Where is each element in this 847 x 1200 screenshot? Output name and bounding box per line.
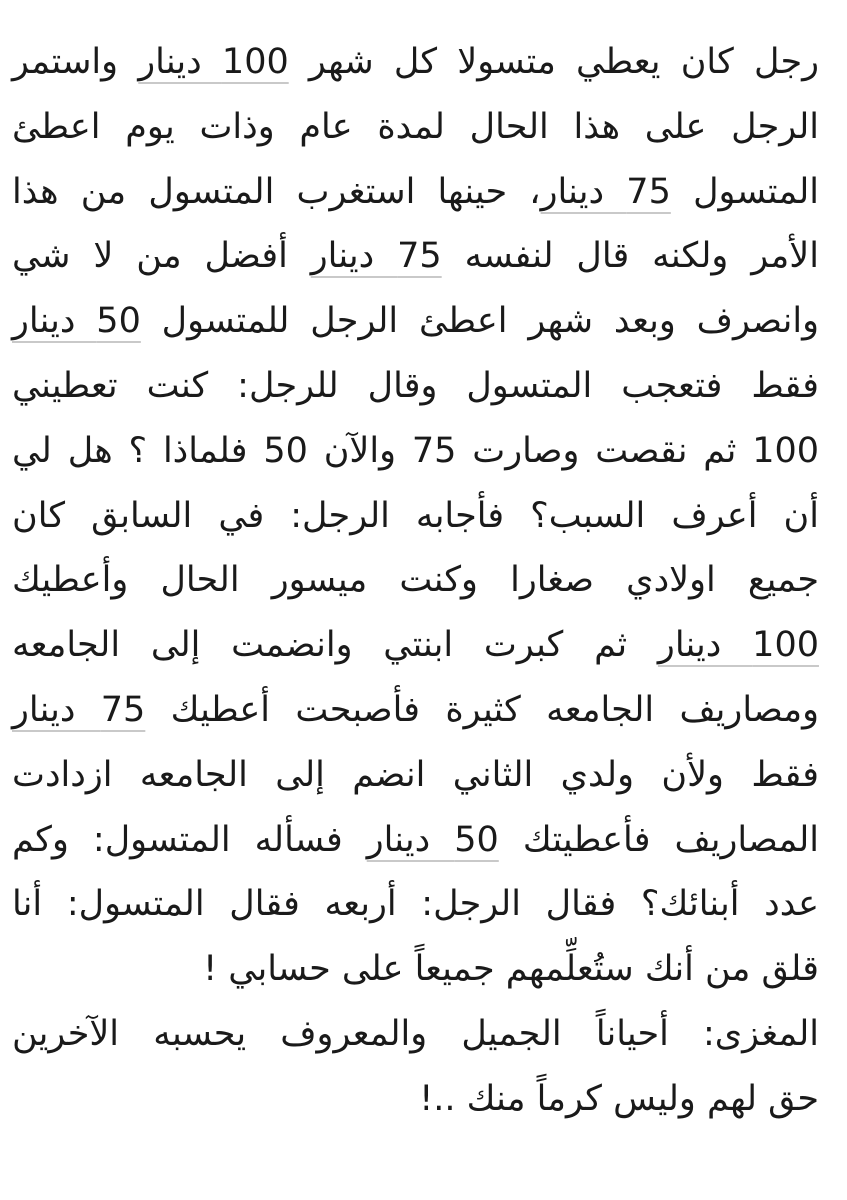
text-segment: فقط ولأن ولدي الثاني انضم إلى الجامعه ازدادت (12, 754, 819, 795)
text-line (0, 484, 847, 549)
text-segment: ثم كبرت ابنتي وانضمت إلى الجامعه (12, 625, 658, 666)
amount-link[interactable]: 100 دينار (138, 42, 289, 82)
text-segment: جميع اولادي صغارا وكنت ميسور الحال وأعطيك (12, 560, 819, 601)
text-segment: فسأله المتسول: وكم (12, 819, 367, 860)
text-line (0, 354, 847, 419)
text-line (0, 1067, 847, 1132)
text-segment: حق لهم وليس كرماً منك ..! (419, 1078, 819, 1119)
amount-link[interactable]: 100 دينار (657, 625, 819, 666)
text-segment: أفضل من لا شي (12, 236, 311, 277)
amount-link[interactable]: 75 دينار (12, 689, 146, 730)
text-segment: الأمر ولكنه قال لنفسه (441, 236, 819, 277)
text-line (0, 743, 847, 808)
text-segment: الرجل على هذا الحال لمدة عام وذات يوم اعطئ (12, 106, 819, 147)
text-segment: عدد أبنائك؟ فقال الرجل: أربعه فقال المتسول: أنا (12, 884, 819, 925)
text-line (0, 224, 847, 289)
text-line (0, 30, 847, 95)
text-line (0, 289, 847, 354)
text-segment: المصاريف فأعطيتك (498, 819, 819, 860)
text-line (0, 937, 847, 1002)
text-line (0, 678, 847, 743)
amount-link[interactable]: 50 دينار (12, 301, 141, 342)
text-line (0, 419, 847, 484)
text-line (0, 808, 847, 873)
text-segment: قلق من أنك ستُعلِّمهم جميعاً على حسابي ! (203, 949, 819, 990)
text-line (0, 872, 847, 937)
amount-link[interactable]: 75 دينار (310, 236, 442, 277)
amount-link[interactable]: 50 دينار (366, 819, 499, 860)
text-segment: ، حينها استغرب المتسول من هذا (12, 171, 541, 212)
text-segment: المغزى: أحياناً الجميل والمعروف يحسبه الآخرين (12, 1013, 819, 1054)
text-segment: 100 ثم نقصت وصارت 75 والآن 50 فلماذا ؟ هل لي (12, 430, 820, 471)
amount-link[interactable]: 75 دينار (540, 171, 671, 212)
text-segment: المتسول (670, 171, 819, 212)
text-segment: أن أعرف السبب؟ فأجابه الرجل: في السابق كان (12, 495, 819, 536)
text-line (0, 95, 847, 160)
text-line (0, 548, 847, 613)
text-segment: رجل كان يعطي متسولا كل شهر (288, 42, 819, 82)
text-segment: وانصرف وبعد شهر اعطئ الرجل للمتسول (140, 301, 819, 342)
text-line (0, 160, 847, 225)
text-line (0, 1002, 847, 1067)
story-text (0, 30, 847, 1132)
text-segment: فقط فتعجب المتسول وقال للرجل: كنت تعطيني (12, 365, 819, 406)
text-line (0, 613, 847, 678)
text-segment: ومصاريف الجامعه كثيرة فأصبحت أعطيك (145, 689, 819, 730)
text-segment: واستمر (12, 42, 139, 82)
